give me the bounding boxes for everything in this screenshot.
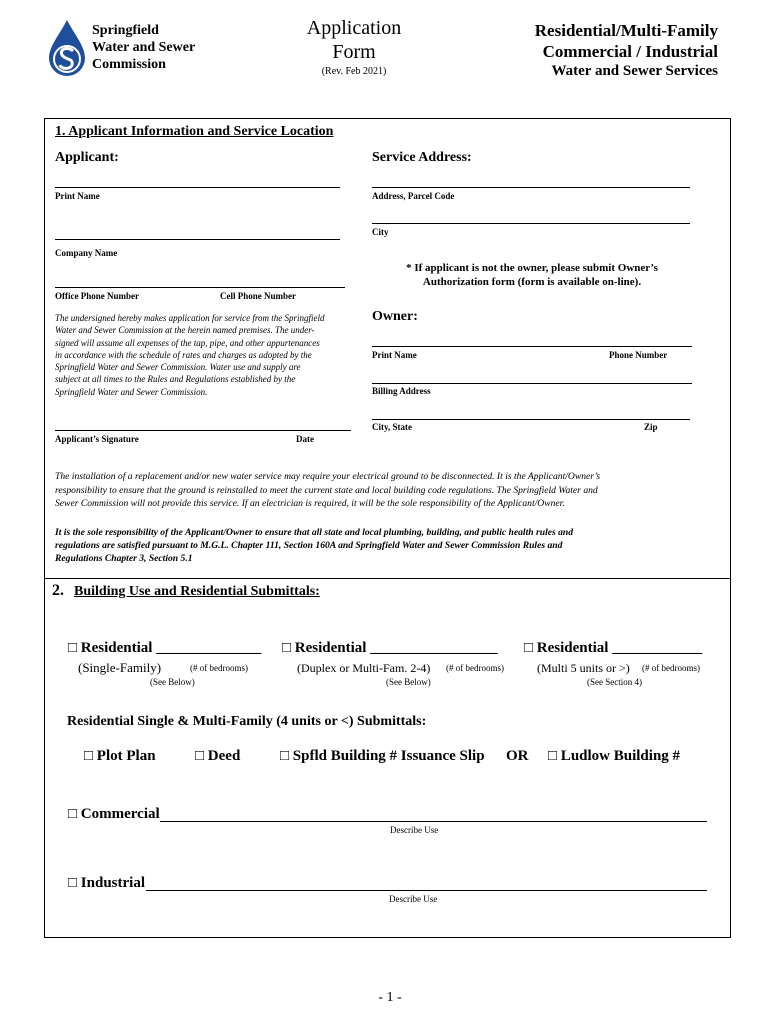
org-line-2: Water and Sewer <box>92 40 196 55</box>
service-line-2: Commercial / Industrial <box>542 42 718 61</box>
page-number: - 1 - <box>378 990 402 1005</box>
industrial-checkbox[interactable]: □ Industrial <box>68 875 145 891</box>
notice-line: responsibility to ensure that the ground is reinstalled to meet the current state and local building code regulations. The Springfield Water and <box>55 484 598 496</box>
residential-single-type: (Single-Family) <box>78 660 162 675</box>
commercial-describe-caption: Describe Use <box>390 825 439 835</box>
applicant-label: Applicant: <box>55 150 119 165</box>
owner-authorization-note <box>372 261 692 289</box>
org-line-3: Commission <box>92 57 166 72</box>
service-address-label: Service Address: <box>372 150 472 165</box>
deed-checkbox[interactable]: □ Deed <box>195 748 241 764</box>
springfield-water-logo <box>46 18 88 78</box>
owner-print-name-caption: Print Name <box>372 350 417 360</box>
form-revision: (Rev. Feb 2021) <box>321 66 387 77</box>
owner-name-field[interactable] <box>372 346 692 347</box>
form-title-line-2: Form <box>332 41 376 63</box>
applicant-statement <box>55 312 355 398</box>
address-parcel-caption: Address, Parcel Code <box>372 191 455 201</box>
plot-plan-checkbox[interactable]: □ Plot Plan <box>84 748 156 764</box>
phone-fields[interactable] <box>55 287 345 288</box>
statement-line: signed will assume all expenses of the tap, pipe, and other appurtenances <box>55 337 320 348</box>
electrical-ground-notice <box>55 470 723 511</box>
compliance-notice <box>55 526 723 565</box>
spfld-building-slip-checkbox[interactable]: □ Spfld Building # Issuance Slip <box>280 748 485 764</box>
form-title-line-1: Application <box>306 17 402 39</box>
submittals-heading: Residential Single & Multi-Family (4 units or <) Submittals: <box>67 714 427 729</box>
company-name-field[interactable] <box>55 239 340 240</box>
industrial-describe-caption: Describe Use <box>389 894 438 904</box>
statement-line: Springfield Water and Sewer Commission. <box>55 386 208 397</box>
zip-caption: Zip <box>644 422 658 432</box>
city-state-caption: City, State <box>372 422 412 432</box>
notice-line: Sewer Commission will not provide this service. If an electrician is required, it will be the sole responsibility of the Applicant/Owner. <box>55 498 565 509</box>
billing-address-field[interactable] <box>372 383 692 384</box>
commercial-use-field[interactable] <box>160 821 707 822</box>
print-name-field[interactable] <box>55 187 340 188</box>
owner-note-line-2: Authorization form (form is available on-line). <box>422 276 642 288</box>
residential-large-note: (See Section 4) <box>587 677 642 687</box>
statement-line: in accordance with the schedule of rates and charges as adopted by the <box>55 349 312 360</box>
residential-multi-note: (See Below) <box>386 677 431 687</box>
statement-line: Springfield Water and Sewer Commission. Water use and supply are <box>55 362 301 373</box>
or-label: OR <box>506 748 529 764</box>
city-field[interactable] <box>372 223 690 224</box>
residential-multi-bedrooms: (# of bedrooms) <box>446 663 504 673</box>
residential-large-checkbox[interactable]: □ Residential ____________ <box>524 640 703 656</box>
industrial-use-field[interactable] <box>146 890 707 891</box>
owner-note-line-1: * If applicant is not the owner, please submit Owner’s <box>406 262 658 274</box>
residential-multi-checkbox[interactable]: □ Residential _________________ <box>282 640 498 656</box>
residential-large-type: (Multi 5 units or >) <box>537 661 630 675</box>
compliance-line: regulations are satisfied pursuant to M.G.L. Chapter 111, Section 160A and Springfield Water and Sewer Commission Rules and <box>55 540 563 551</box>
signature-caption: Applicant’s Signature <box>55 434 139 444</box>
statement-line: The undersigned hereby makes application for service from the Springfield <box>55 313 325 323</box>
organization-name <box>92 22 195 73</box>
section-2-number: 2. <box>52 582 64 599</box>
office-phone-caption: Office Phone Number <box>55 291 139 301</box>
billing-address-caption: Billing Address <box>372 386 431 396</box>
section-2-heading: Building Use and Residential Submittals: <box>74 584 320 599</box>
statement-line: subject at all times to the Rules and Regulations established by the <box>55 374 296 385</box>
residential-single-note: (See Below) <box>150 677 195 687</box>
service-address-field[interactable] <box>372 187 690 188</box>
residential-single-bedrooms: (# of bedrooms) <box>190 663 248 673</box>
section-divider <box>44 578 731 579</box>
ludlow-building-checkbox[interactable]: □ Ludlow Building # <box>548 748 681 764</box>
notice-line: The installation of a replacement and/or new water service may require your electrical ground to be disconnected. It is the Applicant/Owner’s <box>55 471 601 482</box>
company-name-caption: Company Name <box>55 248 118 258</box>
statement-line: Water and Sewer Commission at the herein named premises. The under- <box>55 325 315 336</box>
section-1-heading: 1. Applicant Information and Service Location <box>55 124 334 139</box>
service-type-heading <box>470 20 718 81</box>
cell-phone-caption: Cell Phone Number <box>220 291 296 301</box>
compliance-line: It is the sole responsibility of the Applicant/Owner to ensure that all state and local plumbing, building, and public health rules and <box>55 527 574 538</box>
compliance-line: Regulations Chapter 3, Section 5.1 <box>55 553 193 564</box>
residential-multi-type: (Duplex or Multi-Fam. 2-4) <box>297 661 431 675</box>
org-line-1: Springfield <box>92 23 159 38</box>
owner-label: Owner: <box>372 309 418 324</box>
service-line-1: Residential/Multi-Family <box>534 21 718 40</box>
city-caption: City <box>372 227 389 237</box>
service-line-3: Water and Sewer Services <box>551 63 718 79</box>
signature-field[interactable] <box>55 430 351 431</box>
print-name-caption: Print Name <box>55 191 100 201</box>
residential-large-bedrooms: (# of bedrooms) <box>642 663 700 673</box>
commercial-checkbox[interactable]: □ Commercial <box>68 806 160 822</box>
date-caption: Date <box>296 434 314 444</box>
city-state-zip-field[interactable] <box>372 419 690 420</box>
form-title <box>280 16 428 64</box>
residential-single-checkbox[interactable]: □ Residential ______________ <box>68 640 262 656</box>
owner-phone-caption: Phone Number <box>609 350 668 360</box>
